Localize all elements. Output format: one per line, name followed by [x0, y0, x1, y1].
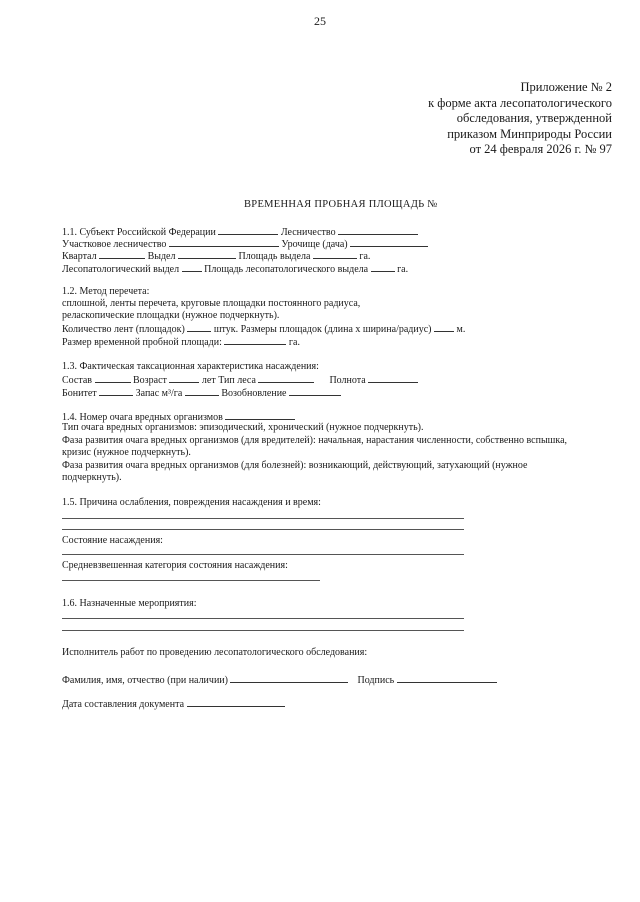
row-count — [62, 322, 465, 336]
focus-number-field[interactable] — [225, 410, 295, 420]
size-label: Размер временной пробной площади: — [62, 337, 222, 348]
bonitet-label: Бонитет — [62, 388, 97, 399]
fio-label: Фамилия, имя, отчество (при наличии) — [62, 675, 228, 686]
state-line[interactable] — [62, 554, 464, 555]
count-tail-label: штук. Размеры площадок (длина х ширина/радиус) — [213, 324, 432, 335]
plot-size-field[interactable] — [434, 322, 454, 332]
years-type-label: лет Тип леса — [201, 375, 256, 386]
appendix-line: к форме акта лесопатологического — [428, 95, 612, 110]
regen-label: Возобновление — [221, 388, 287, 399]
cause-line-1[interactable] — [62, 518, 464, 519]
appendix-line: приказом Минприроды России — [447, 126, 612, 141]
composition-label: Состав — [62, 375, 93, 386]
lp-area-field[interactable] — [371, 262, 395, 272]
measures-line-1[interactable] — [62, 618, 464, 619]
allot-area-label: Площадь выдела — [238, 251, 311, 262]
allot-field[interactable] — [178, 249, 236, 259]
page-number: 25 — [314, 14, 326, 28]
row-composition — [62, 373, 418, 387]
method-line: сплошной, ленты перечета, круговые площадки постоянного радиуса, — [62, 298, 361, 309]
tract-field[interactable] — [350, 237, 428, 247]
forestry-label: Лесничество — [280, 227, 336, 238]
date-label: Дата составления документа — [62, 699, 185, 710]
appendix-line: Приложение № 2 — [520, 80, 612, 94]
category-line[interactable] — [62, 580, 320, 581]
appendix-line: от 24 февраля 2026 г. № 97 — [469, 142, 612, 156]
allot-area-field[interactable] — [313, 249, 357, 259]
density-field[interactable] — [368, 373, 418, 383]
district-label: Участковое лесничество — [62, 239, 167, 250]
row-size — [62, 335, 300, 349]
regen-field[interactable] — [289, 386, 341, 396]
ha-unit: га. — [359, 251, 371, 262]
method-heading: 1.2. Метод перечета: — [62, 286, 150, 297]
district-field[interactable] — [169, 237, 279, 247]
focus-type: Тип очага вредных организмов: эпизодический, хронический (нужное подчеркнуть). — [62, 422, 424, 433]
phase-diseases-tail: подчеркнуть). — [62, 472, 122, 483]
row-date — [62, 697, 285, 711]
cause-line-2[interactable] — [62, 529, 464, 530]
measures-heading: 1.6. Назначенные мероприятия: — [62, 598, 197, 609]
row-bonitet — [62, 386, 341, 400]
sign-label: Подпись — [357, 675, 395, 686]
fio-field[interactable] — [230, 673, 348, 683]
state-label: Состояние насаждения: — [62, 535, 163, 546]
density-label: Полнота — [329, 375, 366, 386]
ha-unit: га. — [288, 337, 300, 348]
stock-field[interactable] — [185, 386, 219, 396]
phase-pests-tail: кризис (нужное подчеркнуть). — [62, 447, 191, 458]
row-lp-allot — [62, 262, 408, 276]
allot-label: Выдел — [147, 251, 176, 262]
composition-field[interactable] — [95, 373, 131, 383]
lp-area-label: Площадь лесопатологического выдела — [204, 264, 369, 275]
focus-number-label: 1.4. Номер очага вредных организмов — [62, 412, 223, 423]
measures-line-2[interactable] — [62, 630, 464, 631]
appendix-block — [428, 80, 612, 158]
age-field[interactable] — [169, 373, 199, 383]
phase-diseases: Фаза развития очага вредных организмов (для болезней): возникающий, действующий, затухающий (нужное — [62, 460, 528, 471]
cause-heading: 1.5. Причина ослабления, повреждения насаждения и время: — [62, 497, 321, 508]
lp-allot-label: Лесопатологический выдел — [62, 264, 180, 275]
stock-label: Запас м³/га — [135, 388, 183, 399]
tract-label: Урочище (дача) — [281, 239, 348, 250]
subject-field[interactable] — [218, 225, 278, 235]
forestry-field[interactable] — [338, 225, 418, 235]
row-quarter — [62, 249, 370, 263]
m-unit: м. — [456, 324, 466, 335]
lp-allot-field[interactable] — [182, 262, 202, 272]
row-fio — [62, 673, 497, 687]
age-label: Возраст — [133, 375, 167, 386]
size-field[interactable] — [224, 335, 286, 345]
method-line: реласкопические площадки (нужное подчеркнуть). — [62, 310, 280, 321]
executor-heading: Исполнитель работ по проведению лесопатологического обследования: — [62, 647, 368, 658]
count-field[interactable] — [187, 322, 211, 332]
appendix-line: обследования, утвержденной — [456, 111, 612, 125]
phase-pests: Фаза развития очага вредных организмов (для вредителей): начальная, нарастания численности, собственно вспышка, — [62, 435, 568, 446]
category-label: Средневзвешенная категория состояния насаждения: — [62, 560, 288, 571]
quarter-label: Квартал — [62, 251, 97, 262]
subject-label: 1.1. Субъект Российской Федерации — [62, 227, 216, 238]
count-label: Количество лент (площадок) — [62, 324, 185, 335]
quarter-field[interactable] — [99, 249, 145, 259]
bonitet-field[interactable] — [99, 386, 133, 396]
forest-type-field[interactable] — [258, 373, 314, 383]
taxation-heading: 1.3. Фактическая таксационная характеристика насаждения: — [62, 361, 319, 372]
form-title: ВРЕМЕННАЯ ПРОБНАЯ ПЛОЩАДЬ № — [244, 199, 438, 210]
sign-field[interactable] — [397, 673, 497, 683]
ha-unit: га. — [397, 264, 409, 275]
date-field[interactable] — [187, 697, 285, 707]
